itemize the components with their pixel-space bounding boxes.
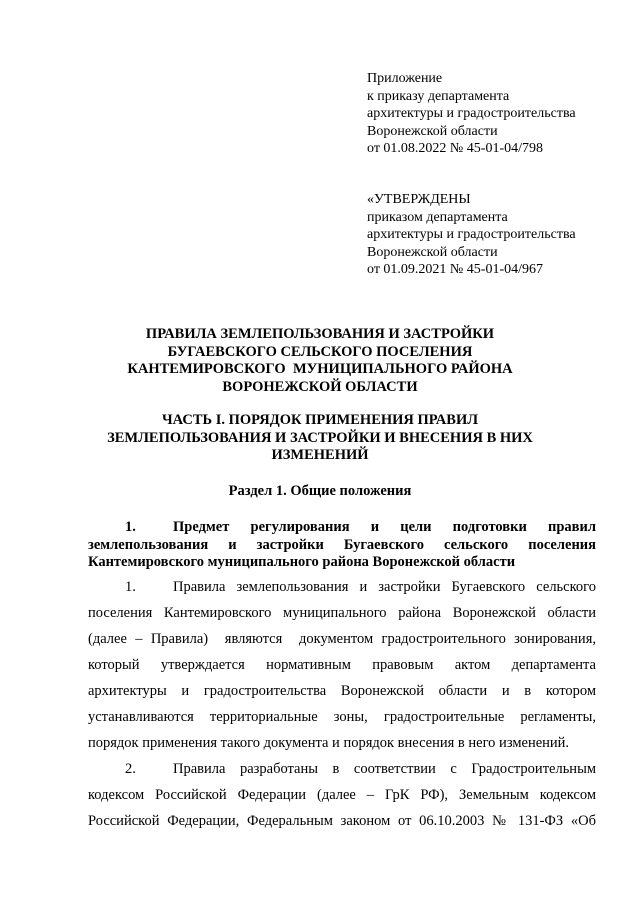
approval-line: «УТВЕРЖДЕНЫ xyxy=(367,192,471,207)
paragraph-line: архитектуры и градостроительства Воронежской области и в котором xyxy=(88,683,596,699)
paragraph-number: 1. xyxy=(125,579,136,595)
paragraph-line: устанавливаются территориальные зоны, градостроительные регламенты, xyxy=(88,709,596,725)
appendix-line: к приказу департамента xyxy=(367,88,510,104)
approval-line: приказом департамента xyxy=(367,209,508,225)
title-line: БУГАЕВСКОГО СЕЛЬСКОГО ПОСЕЛЕНИЯ xyxy=(167,343,473,360)
title-line: ВОРОНЕЖСКОЙ ОБЛАСТИ xyxy=(222,378,418,395)
subsection-line: Кантемировского муниципального района Воронежской области xyxy=(88,554,516,570)
body-text xyxy=(88,574,596,834)
paragraph-line xyxy=(88,574,596,600)
part-title-line: ЧАСТЬ I. ПОРЯДОК ПРИМЕНЕНИЯ ПРАВИЛ xyxy=(161,412,479,428)
part-title xyxy=(60,412,580,465)
appendix-line: от 01.08.2022 № 45-01-04/798 xyxy=(367,141,544,156)
approval-line: архитектуры и градостроительства xyxy=(367,227,576,242)
paragraph-line: Российской Федерации, Федеральным законом от 06.10.2003 № 131-ФЗ «Об xyxy=(88,813,596,829)
paragraph-line: (далее – Правила) являются документом градостроительного зонирования, xyxy=(88,631,596,647)
approval-line: от 01.09.2021 № 45-01-04/967 xyxy=(367,262,544,277)
subsection-number: 1. xyxy=(125,519,136,535)
appendix-line: Воронежской области xyxy=(367,123,498,139)
paragraph-text: Правила землепользования и застройки Бугаевского сельского xyxy=(173,579,596,595)
paragraph-number: 2. xyxy=(125,761,136,777)
appendix-line: архитектуры и градостроительства xyxy=(367,106,576,121)
subsection-text: Предмет регулирования и цели подготовки правил xyxy=(173,519,596,535)
paragraph-line: порядок применения такого документа и порядок внесения в него изменений. xyxy=(88,735,570,751)
approval-note xyxy=(367,191,576,279)
paragraph-line: который утверждается нормативным правовым актом департамента xyxy=(88,657,596,673)
part-title-line: ЗЕМЛЕПОЛЬЗОВАНИЯ И ЗАСТРОЙКИ И ВНЕСЕНИЯ В НИХ xyxy=(107,429,533,446)
part-title-line: ИЗМЕНЕНИЙ xyxy=(271,447,369,463)
approval-line: Воронежской области xyxy=(367,244,498,260)
title-line: КАНТЕМИРОВСКОГО МУНИЦИПАЛЬНОГО РАЙОНА xyxy=(127,361,513,377)
paragraph-line: поселения Кантемировского муниципального района Воронежской области xyxy=(88,605,596,621)
paragraph-text: Правила разработаны в соответствии с Градостроительным xyxy=(173,761,596,777)
title-line: ПРАВИЛА ЗЕМЛЕПОЛЬЗОВАНИЯ И ЗАСТРОЙКИ xyxy=(145,326,495,342)
subsection-heading xyxy=(88,519,596,572)
appendix-note xyxy=(367,70,576,158)
subsection-line xyxy=(88,519,596,537)
paragraph-line xyxy=(88,756,596,782)
section-title: Раздел 1. Общие положения xyxy=(228,483,412,499)
subsection-line: землепользования и застройки Бугаевского сельского поселения xyxy=(88,536,596,553)
document-title xyxy=(60,326,580,396)
paragraph-line: кодексом Российской Федерации (далее – ГрК РФ), Земельным кодексом xyxy=(88,787,596,803)
appendix-line: Приложение xyxy=(367,71,443,86)
